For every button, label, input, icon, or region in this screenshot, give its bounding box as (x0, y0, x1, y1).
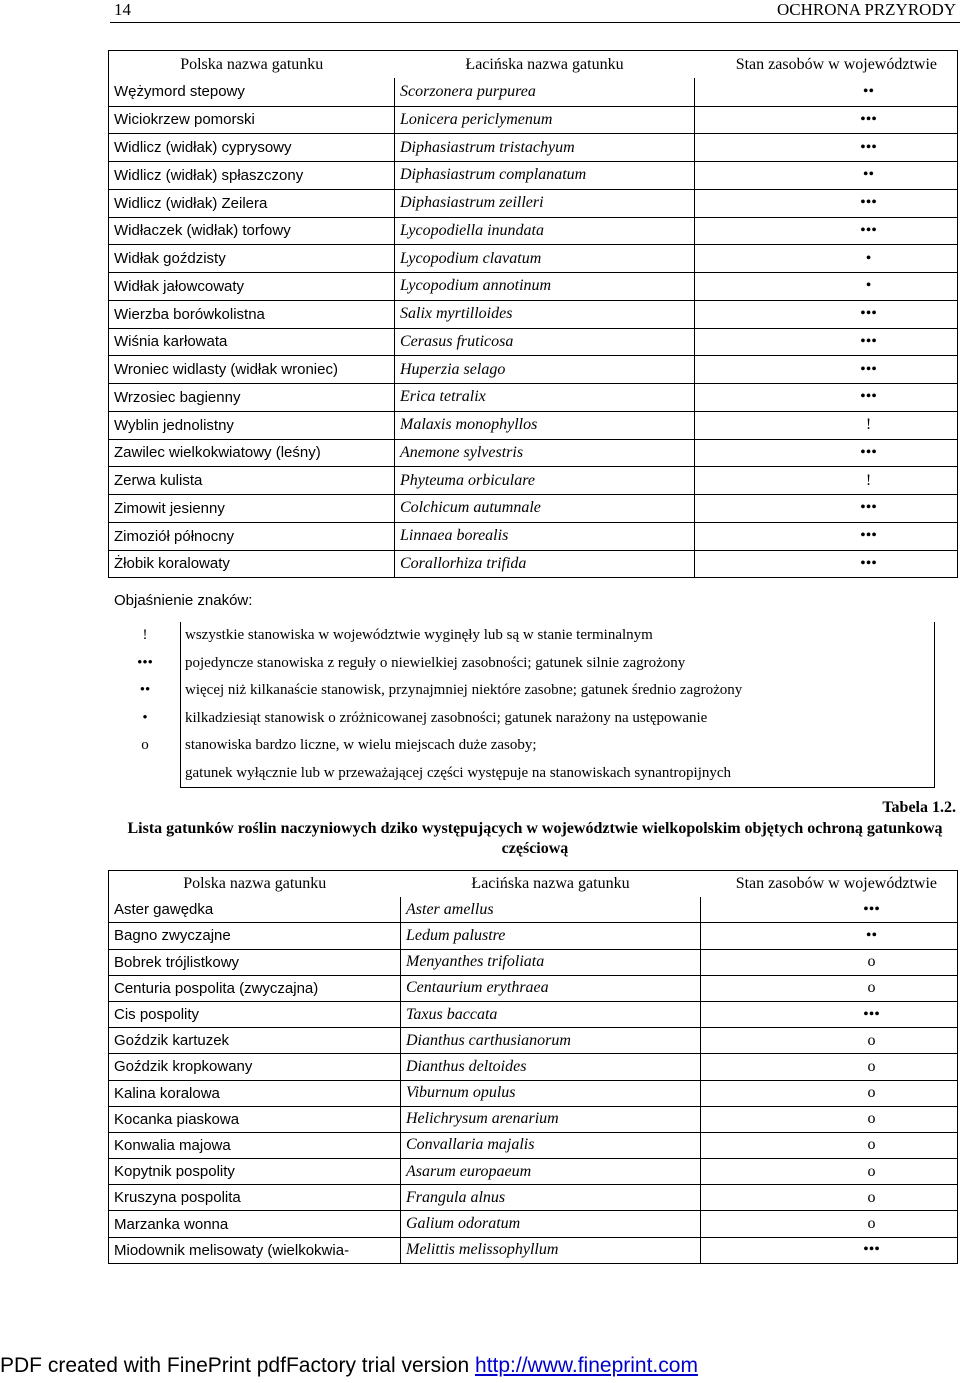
latin-name-cell: Centaurium erythraea (401, 975, 701, 1001)
legend-symbol: o (110, 732, 181, 760)
legend-symbol: • (110, 705, 181, 733)
polish-name-cell: Miodownik melisowaty (wielkokwia- (109, 1237, 401, 1263)
status-cell: ••• (695, 106, 958, 134)
polish-name-cell: Bagno zwyczajne (109, 923, 401, 949)
latin-name-cell: Taxus baccata (401, 1001, 701, 1027)
latin-name-cell: Corallorhiza trifida (395, 550, 695, 578)
polish-name-cell: Widlicz (widłak) spłaszczony (109, 162, 395, 190)
legend-text: gatunek wyłącznie lub w przeważającej części występuje na stanowiskach synantropijnych (181, 760, 935, 788)
polish-name-cell: Wierzba borówkolistna (109, 300, 395, 328)
status-cell: o (701, 1132, 958, 1158)
table-row (109, 1028, 958, 1054)
legend-item (110, 650, 935, 678)
table-row (109, 189, 958, 217)
table-row (109, 975, 958, 1001)
status-cell: o (701, 975, 958, 1001)
status-cell: •• (701, 923, 958, 949)
latin-name-cell: Erica tetralix (395, 384, 695, 412)
latin-name-cell: Lycopodium clavatum (395, 245, 695, 273)
legend-text: wszystkie stanowiska w województwie wyginęły lub są w stanie terminalnym (181, 622, 935, 650)
polish-name-cell: Wroniec widlasty (widłak wroniec) (109, 356, 395, 384)
table-row (109, 217, 958, 245)
table-row (109, 384, 958, 412)
table-row (109, 162, 958, 190)
running-header-title: OCHRONA PRZYRODY (777, 0, 956, 19)
table-row (109, 1185, 958, 1211)
latin-name-cell: Asarum europaeum (401, 1159, 701, 1185)
latin-name-cell: Dianthus deltoides (401, 1054, 701, 1080)
latin-name-cell: Diphasiastrum complanatum (395, 162, 695, 190)
polish-name-cell: Marzanka wonna (109, 1211, 401, 1237)
latin-name-cell: Scorzonera purpurea (395, 78, 695, 106)
legend-symbol: •• (110, 677, 181, 705)
status-cell: ••• (695, 189, 958, 217)
latin-name-cell: Lycopodium annotinum (395, 273, 695, 301)
table-row (109, 411, 958, 439)
legend-text: stanowiska bardzo liczne, w wielu miejscach duże zasoby; (181, 732, 935, 760)
table-row (109, 1159, 958, 1185)
table-row (109, 273, 958, 301)
status-cell: ••• (695, 134, 958, 162)
footer-link[interactable]: http://www.fineprint.com (475, 1354, 698, 1377)
polish-name-cell: Centuria pospolita (zwyczajna) (109, 975, 401, 1001)
status-cell: ! (695, 411, 958, 439)
status-cell: ••• (695, 522, 958, 550)
polish-name-cell: Widłaczek (widłak) torfowy (109, 217, 395, 245)
status-cell: ••• (695, 384, 958, 412)
polish-name-cell: Zerwa kulista (109, 467, 395, 495)
latin-name-cell: Viburnum opulus (401, 1080, 701, 1106)
legend-text: więcej niż kilkanaście stanowisk, przynajmniej niektóre zasobne; gatunek średnio zagrożony (181, 677, 935, 705)
column-header-latin: Łacińska nazwa gatunku (465, 55, 624, 73)
status-cell: ••• (695, 356, 958, 384)
legend-item (110, 760, 935, 788)
status-cell: o (701, 1106, 958, 1132)
status-cell: o (701, 949, 958, 975)
latin-name-cell: Salix myrtilloides (395, 300, 695, 328)
status-cell: o (701, 1211, 958, 1237)
species-table-2 (108, 870, 958, 1264)
column-header-latin: Łacińska nazwa gatunku (471, 874, 630, 892)
status-cell: ••• (701, 897, 958, 923)
table-row (109, 550, 958, 578)
polish-name-cell: Aster gawędka (109, 897, 401, 923)
page-number: 14 (114, 0, 131, 19)
table-row (109, 522, 958, 550)
species-table-1 (108, 50, 958, 578)
latin-name-cell: Lycopodiella inundata (395, 217, 695, 245)
status-cell: • (695, 245, 958, 273)
status-cell: ••• (695, 439, 958, 467)
polish-name-cell: Cis pospolity (109, 1001, 401, 1027)
latin-name-cell: Galium odoratum (401, 1211, 701, 1237)
column-header-status: Stan zasobów w województwie (735, 874, 937, 892)
status-cell: •• (695, 162, 958, 190)
status-cell: o (701, 1028, 958, 1054)
legend-item (110, 677, 935, 705)
column-header-polish: Polska nazwa gatunku (183, 874, 327, 892)
polish-name-cell: Widłak jałowcowaty (109, 273, 395, 301)
table-row (109, 467, 958, 495)
status-cell: ••• (701, 1237, 958, 1263)
table-row (109, 1001, 958, 1027)
status-cell: ••• (701, 1001, 958, 1027)
status-cell: o (701, 1159, 958, 1185)
column-header-status: Stan zasobów w województwie (735, 55, 937, 73)
polish-name-cell: Widłak goździsty (109, 245, 395, 273)
legend-symbol (110, 760, 181, 788)
table-header-row (109, 871, 958, 897)
status-cell: ••• (695, 550, 958, 578)
latin-name-cell: Diphasiastrum zeilleri (395, 189, 695, 217)
table-row (109, 923, 958, 949)
table-row (109, 949, 958, 975)
polish-name-cell: Kopytnik pospolity (109, 1159, 401, 1185)
table-row (109, 1132, 958, 1158)
legend-table (110, 622, 935, 788)
latin-name-cell: Aster amellus (401, 897, 701, 923)
status-cell: o (701, 1185, 958, 1211)
status-cell: ••• (695, 300, 958, 328)
legend-item (110, 622, 935, 650)
legend-item (110, 705, 935, 733)
table-header-row (109, 51, 958, 79)
table-number-label: Tabela 1.2. (882, 799, 956, 816)
polish-name-cell: Zawilec wielkokwiatowy (leśny) (109, 439, 395, 467)
polish-name-cell: Żłobik koralowaty (109, 550, 395, 578)
table-row (109, 328, 958, 356)
polish-name-cell: Wiciokrzew pomorski (109, 106, 395, 134)
status-cell: • (695, 273, 958, 301)
table-row (109, 1054, 958, 1080)
latin-name-cell: Phyteuma orbiculare (395, 467, 695, 495)
polish-name-cell: Widlicz (widłak) Zeilera (109, 189, 395, 217)
legend-item (110, 732, 935, 760)
table-row (109, 1237, 958, 1263)
table-row (109, 1080, 958, 1106)
legend-text: kilkadziesiąt stanowisk o zróżnicowanej zasobności; gatunek narażony na ustępowanie (181, 705, 935, 733)
polish-name-cell: Goździk kropkowany (109, 1054, 401, 1080)
table-row (109, 78, 958, 106)
latin-name-cell: Helichrysum arenarium (401, 1106, 701, 1132)
table-caption: Lista gatunków roślin naczyniowych dziko występujących w województwie wielkopolskim objętych ochroną gatunkową częściową (127, 820, 943, 857)
polish-name-cell: Zimowit jesienny (109, 495, 395, 523)
polish-name-cell: Wrzosiec bagienny (109, 384, 395, 412)
table-row (109, 1211, 958, 1237)
latin-name-cell: Ledum palustre (401, 923, 701, 949)
status-cell: ••• (695, 328, 958, 356)
table-row (109, 245, 958, 273)
latin-name-cell: Anemone sylvestris (395, 439, 695, 467)
table-row (109, 1106, 958, 1132)
latin-name-cell: Lonicera periclymenum (395, 106, 695, 134)
latin-name-cell: Melittis melissophyllum (401, 1237, 701, 1263)
status-cell: o (701, 1054, 958, 1080)
table-row (109, 439, 958, 467)
table-row (109, 356, 958, 384)
legend-title: Objaśnienie znaków: (114, 592, 253, 609)
polish-name-cell: Wiśnia karłowata (109, 328, 395, 356)
latin-name-cell: Cerasus fruticosa (395, 328, 695, 356)
latin-name-cell: Convallaria majalis (401, 1132, 701, 1158)
latin-name-cell: Malaxis monophyllos (395, 411, 695, 439)
latin-name-cell: Colchicum autumnale (395, 495, 695, 523)
status-cell: o (701, 1080, 958, 1106)
header-divider (110, 22, 960, 23)
table-row (109, 300, 958, 328)
polish-name-cell: Konwalia majowa (109, 1132, 401, 1158)
latin-name-cell: Frangula alnus (401, 1185, 701, 1211)
polish-name-cell: Kruszyna pospolita (109, 1185, 401, 1211)
polish-name-cell: Widlicz (widłak) cyprysowy (109, 134, 395, 162)
pdf-footer (0, 1354, 698, 1378)
latin-name-cell: Menyanthes trifoliata (401, 949, 701, 975)
polish-name-cell: Kocanka piaskowa (109, 1106, 401, 1132)
latin-name-cell: Huperzia selago (395, 356, 695, 384)
latin-name-cell: Diphasiastrum tristachyum (395, 134, 695, 162)
polish-name-cell: Zimoziół północny (109, 522, 395, 550)
polish-name-cell: Wężymord stepowy (109, 78, 395, 106)
polish-name-cell: Bobrek trójlistkowy (109, 949, 401, 975)
legend-symbol: ••• (110, 650, 181, 678)
footer-text: PDF created with FinePrint pdfFactory trial version (0, 1354, 476, 1377)
status-cell: ••• (695, 495, 958, 523)
legend-symbol: ! (110, 622, 181, 650)
table-row (109, 134, 958, 162)
latin-name-cell: Dianthus carthusianorum (401, 1028, 701, 1054)
polish-name-cell: Goździk kartuzek (109, 1028, 401, 1054)
polish-name-cell: Wyblin jednolistny (109, 411, 395, 439)
legend-text: pojedyncze stanowiska z reguły o niewielkiej zasobności; gatunek silnie zagrożony (181, 650, 935, 678)
table-row (109, 495, 958, 523)
column-header-polish: Polska nazwa gatunku (180, 55, 324, 73)
status-cell: ! (695, 467, 958, 495)
latin-name-cell: Linnaea borealis (395, 522, 695, 550)
status-cell: ••• (695, 217, 958, 245)
status-cell: •• (695, 78, 958, 106)
table-row (109, 897, 958, 923)
table-row (109, 106, 958, 134)
polish-name-cell: Kalina koralowa (109, 1080, 401, 1106)
